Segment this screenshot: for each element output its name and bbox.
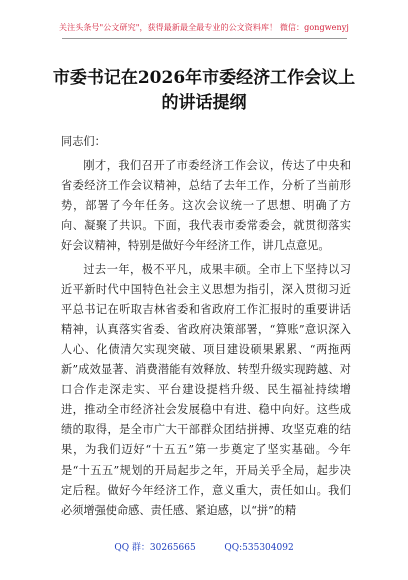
title-line-1: 市委书记在2026年市委经济工作会议上 bbox=[52, 68, 356, 88]
paragraph-1: 刚才，我们召开了市委经济工作会议，传达了中央和省委经济工作会议精神，总结了去年工作，分析了当前形势，部署了今年任务。这次会议统一了思想、明确了方向、凝聚了共识。下面，我代表市委常委会，就贯彻落实好会议精神，特别是做好今年经济工作，讲几点意见。 bbox=[61, 159, 351, 253]
header-divider bbox=[62, 38, 347, 39]
document-title bbox=[0, 66, 408, 116]
footer-contact: QQ 群：30265665 QQ:535304092 bbox=[114, 543, 294, 553]
header-note: 关注头条号"公文研究"，获得最新最全最专业的公文资料库！ 微信：gongwenyj bbox=[59, 23, 349, 32]
paragraph-2: 过去一年，极不平凡，成果丰硕。全市上下坚持以习近平新时代中国特色社会主义思想为指引，深入贯彻习近平总书记在听取吉林省委和省政府工作汇报时的重要讲话精神，认真落实省委、省政府决策部署，“算账”意识深入人心、化债清欠实现突破、项目建设硕果累累、“两拖两新”成效显著、消费潜能有效释放、转型升级实现跨越、对口合作走深走实、平台建设提档升级、民生福祉持续增进，推动全市经济社会发展稳中有进、稳中向好。这些成绩的取得，是全市广大干部群众团结拼搏、攻坚克难的结果，为我们迈好“十五五”第一步奠定了坚实基础。今年是“十五五”规划的开局起步之年，开局关乎全局，起步决定后程。做好今年经济工作，意义重大，责任如山。我们必须增强使命感、责任感、紧迫感，以“拼”的精 bbox=[61, 262, 351, 517]
title-line-2: 的讲话提纲 bbox=[161, 93, 247, 113]
salutation: 同志们： bbox=[61, 135, 106, 148]
document-body bbox=[61, 132, 351, 521]
